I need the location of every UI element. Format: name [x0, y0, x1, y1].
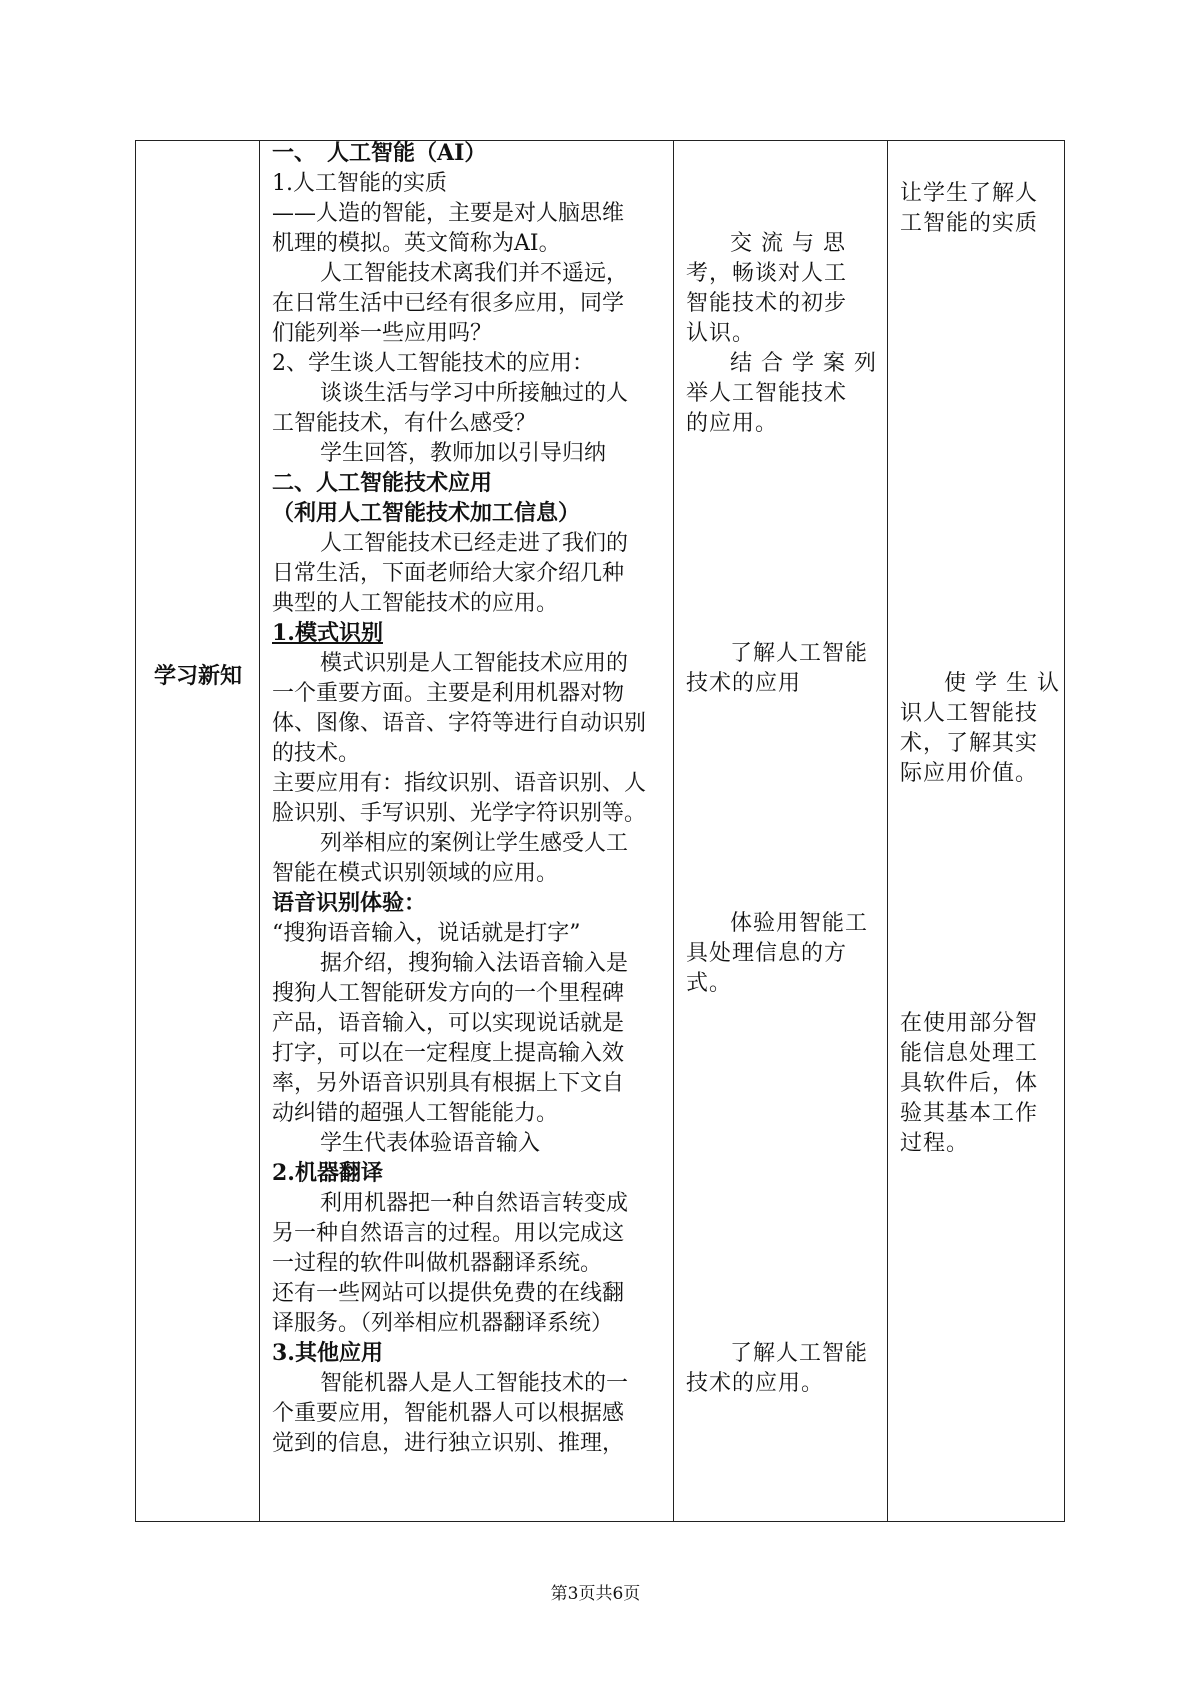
content-line: 还有一些网站可以提供免费的在线翻	[272, 1281, 625, 1306]
content-line: “搜狗语音输入，说话就是打字”	[272, 921, 581, 946]
content-line: 一个重要方面。主要是利用机器对物	[272, 681, 625, 706]
content-heading: 语音识别体验：	[272, 890, 427, 916]
content-heading: 2.机器翻译	[272, 1160, 383, 1186]
section-label: 学习新知	[153, 663, 242, 689]
content-line: 智能在模式识别领域的应用。	[272, 861, 559, 886]
intent-line: 术，了解其实	[900, 731, 1039, 756]
teaching-content-column	[260, 141, 674, 1521]
activity-line: 体验用智能工	[730, 911, 869, 936]
content-line: 脸识别、手写识别、光学字符识别等。	[272, 801, 647, 826]
intent-line: 工智能的实质	[900, 211, 1039, 236]
content-heading: 二、人工智能技术应用	[272, 470, 493, 496]
content-line: 一过程的软件叫做机器翻译系统。	[272, 1251, 603, 1276]
content-line: 们能列举一些应用吗？	[272, 321, 493, 346]
content-line: 学生代表体验语音输入	[320, 1131, 541, 1156]
content-line: 机理的模拟。英文简称为AI。	[272, 231, 561, 256]
activity-line: 举人工智能技术	[686, 381, 848, 406]
content-line: 学生回答，教师加以引导归纳	[320, 441, 607, 466]
activity-line: 的应用。	[686, 411, 779, 436]
content-line: 另一种自然语言的过程。用以完成这	[272, 1221, 625, 1246]
activity-line: 认识。	[686, 321, 756, 346]
content-line: 在日常生活中已经有很多应用，同学	[272, 291, 625, 316]
activity-line: 结 合 学 案 列	[730, 351, 877, 376]
activity-line: 了解人工智能	[730, 1341, 869, 1366]
content-line: 体、图像、语音、字符等进行自动识别	[272, 711, 647, 736]
intent-line: 际应用价值。	[900, 761, 1039, 786]
intent-line: 识人工智能技	[900, 701, 1039, 726]
content-heading: 3.其他应用	[272, 1340, 383, 1366]
content-line: 主要应用有：指纹识别、语音识别、人	[272, 771, 647, 796]
section-column	[136, 141, 260, 1521]
intent-line: 让学生了解人	[900, 181, 1039, 206]
intent-line: 具软件后，体	[900, 1071, 1039, 1096]
content-line: 据介绍，搜狗输入法语音输入是	[320, 951, 629, 976]
activity-line: 了解人工智能	[730, 641, 869, 666]
activity-line: 技术的应用。	[686, 1371, 825, 1396]
content-line: 谈谈生活与学习中所接触过的人	[320, 381, 629, 406]
content-line: 模式识别是人工智能技术应用的	[320, 651, 629, 676]
activity-line: 智能技术的初步	[686, 291, 848, 316]
content-line: 典型的人工智能技术的应用。	[272, 591, 559, 616]
content-line: 工智能技术，有什么感受？	[272, 411, 537, 436]
content-line: 的技术。	[272, 741, 361, 766]
content-line: 产品，语音输入，可以实现说话就是	[272, 1011, 625, 1036]
intent-line: 在使用部分智	[900, 1011, 1039, 1036]
page-number: 第3页共6页	[550, 1584, 641, 1604]
content-line: ——人造的智能，主要是对人脑思维	[272, 201, 625, 226]
content-line: 人工智能技术离我们并不遥远，	[320, 261, 629, 286]
content-line: 率，另外语音识别具有根据上下文自	[272, 1071, 625, 1096]
content-line: 搜狗人工智能研发方向的一个里程碑	[272, 981, 625, 1006]
intent-line: 能信息处理工	[900, 1041, 1039, 1066]
content-line: 译服务。（列举相应机器翻译系统）	[272, 1311, 614, 1336]
intent-line: 过程。	[900, 1131, 970, 1156]
activity-line: 具处理信息的方	[686, 941, 848, 966]
content-line: 个重要应用，智能机器人可以根据感	[272, 1401, 625, 1426]
content-heading: 1.模式识别	[272, 620, 383, 646]
activity-line: 式。	[686, 971, 733, 996]
intent-line: 验其基本工作	[900, 1101, 1039, 1126]
content-line: 人工智能技术已经走进了我们的	[320, 531, 629, 556]
content-line: 利用机器把一种自然语言转变成	[320, 1191, 629, 1216]
design-intent-column	[888, 141, 1066, 1521]
content-heading: （利用人工智能技术加工信息）	[272, 500, 581, 526]
content-line: 1.人工智能的实质	[272, 171, 447, 196]
content-line: 一、 人工智能（AI）	[272, 140, 487, 166]
activity-line: 交 流 与 思	[730, 231, 846, 256]
content-line: 觉到的信息，进行独立识别、推理，	[272, 1431, 625, 1456]
student-activity-column	[674, 141, 888, 1521]
content-line: 日常生活，下面老师给大家介绍几种	[272, 561, 625, 586]
lesson-table	[135, 140, 1065, 1522]
activity-line: 考，畅谈对人工	[686, 261, 848, 286]
content-line: 列举相应的案例让学生感受人工	[320, 831, 629, 856]
content-line: 2、学生谈人工智能技术的应用：	[272, 351, 594, 376]
activity-line: 技术的应用	[686, 671, 802, 696]
content-line: 动纠错的超强人工智能能力。	[272, 1101, 559, 1126]
content-line: 打字，可以在一定程度上提高输入效	[272, 1041, 625, 1066]
intent-line: 使 学 生 认	[944, 671, 1060, 696]
content-line: 智能机器人是人工智能技术的一	[320, 1371, 629, 1396]
